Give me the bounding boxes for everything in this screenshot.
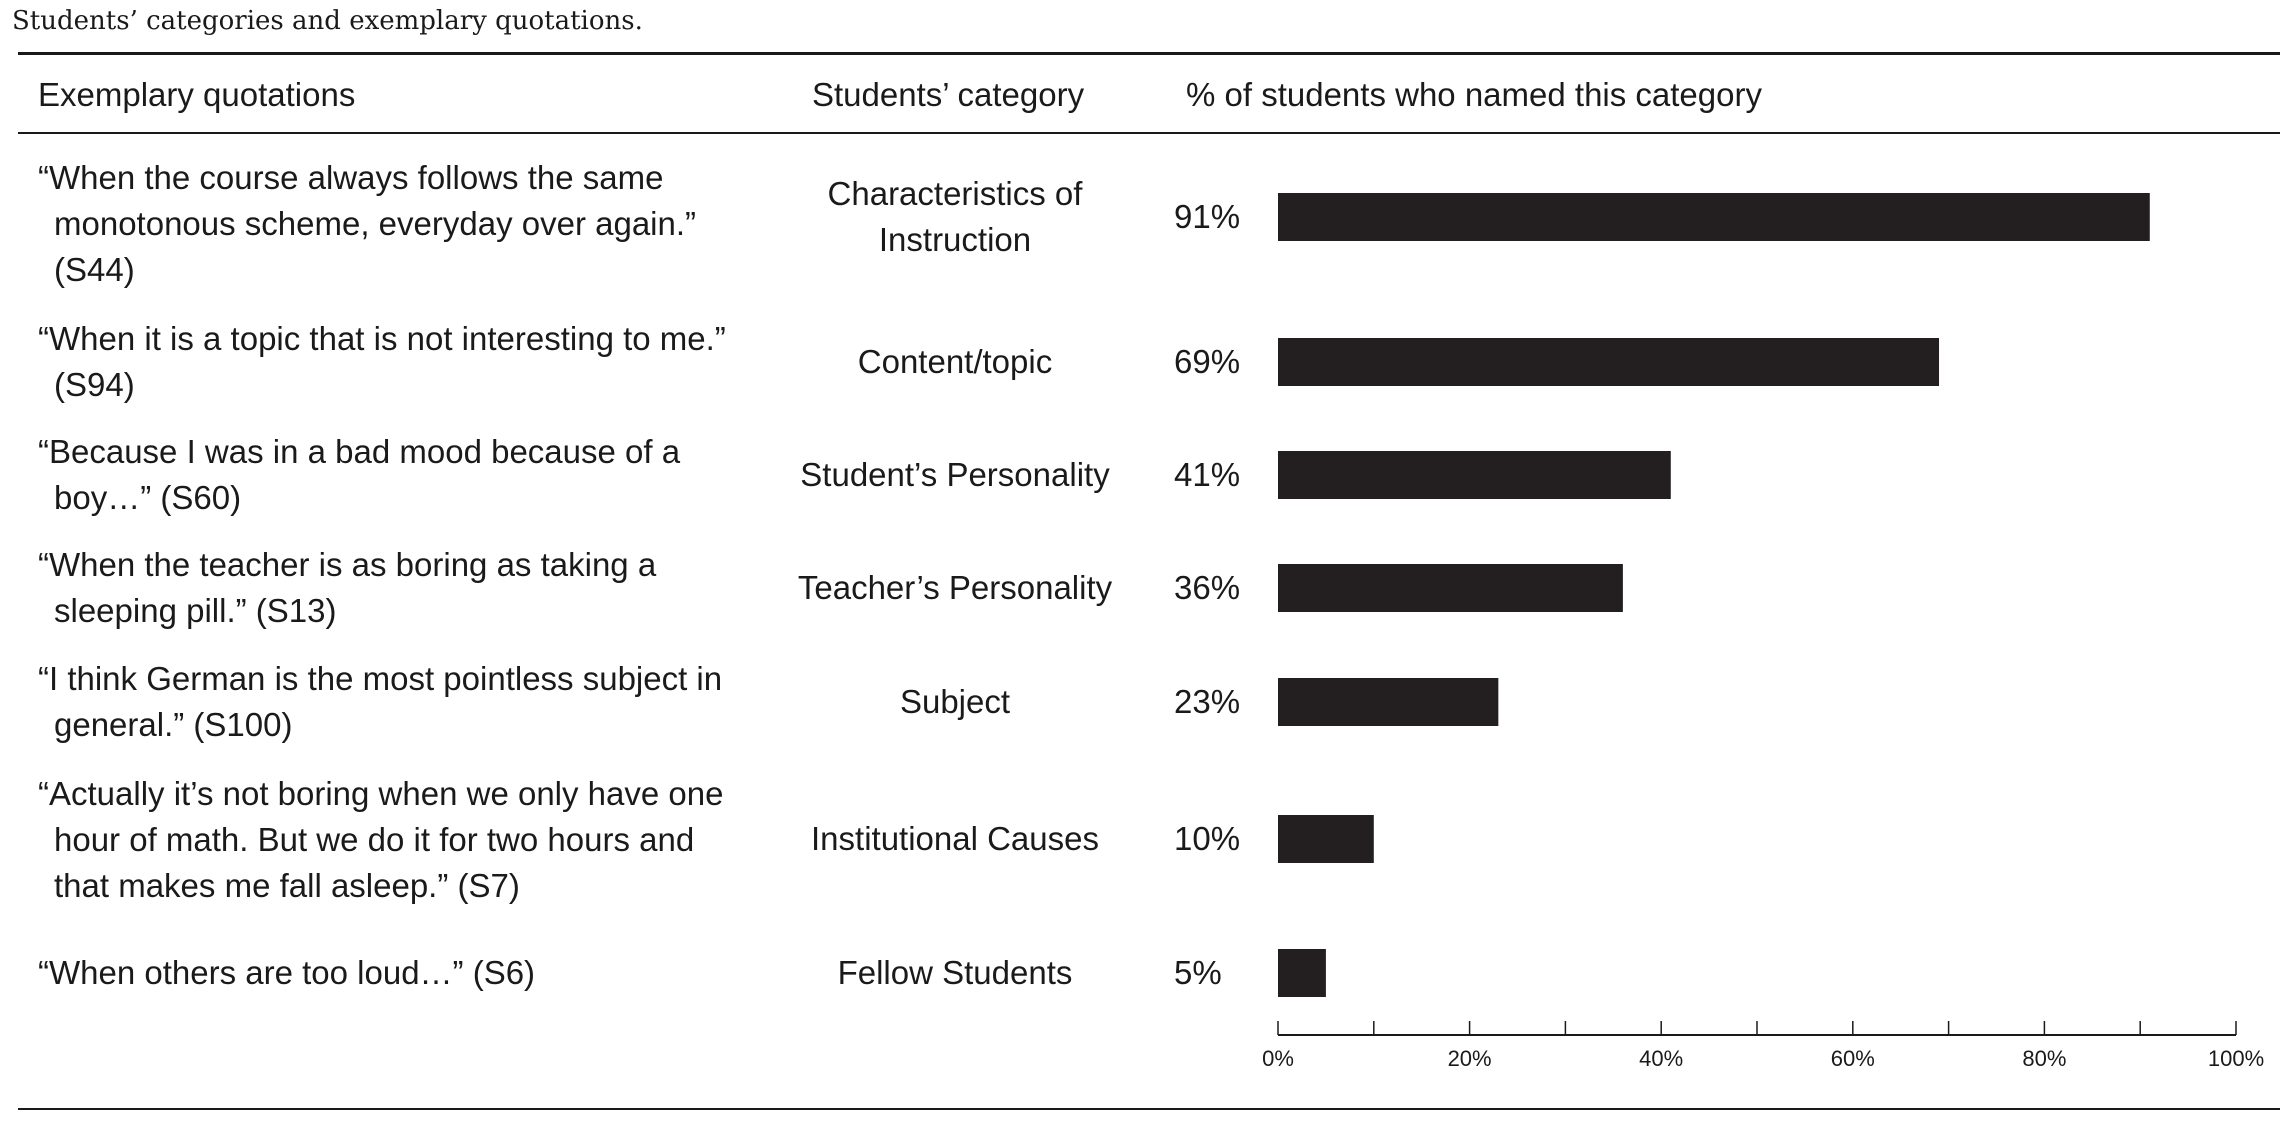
category-label: Teacher’s Personality xyxy=(797,569,1113,606)
bar xyxy=(1278,451,1671,499)
percent-label: 23% xyxy=(1174,683,1241,720)
quote-text: “I think German is the most pointless subject in general.” (S100) xyxy=(38,660,723,743)
x-tick-label: 80% xyxy=(2022,1046,2067,1071)
bar xyxy=(1278,678,1498,726)
quote-text: “When it is a topic that is not interesting to me.” (S94) xyxy=(38,320,726,403)
quote-text: “When the course always follows the same monotonous scheme, everyday over again.” (S44) xyxy=(38,159,697,288)
x-tick-label: 0% xyxy=(1262,1046,1294,1071)
x-tick-label: 20% xyxy=(1447,1046,1492,1071)
bar xyxy=(1278,193,2150,241)
bar xyxy=(1278,815,1374,863)
header-quotations: Exemplary quotations xyxy=(38,76,356,113)
quote-text: “When the teacher is as boring as taking a sleeping pill.” (S13) xyxy=(38,546,657,629)
category-label: Content/topic xyxy=(857,343,1053,380)
header-percent: % of students who named this category xyxy=(1186,76,1762,113)
category-label: Institutional Causes xyxy=(811,820,1099,857)
table-caption: Students’ categories and exemplary quotations. xyxy=(12,6,643,36)
quote-text: “Actually it’s not boring when we only have one hour of math. But we do it for two hours and that makes me fall asleep.” (S7) xyxy=(38,775,724,904)
percent-label: 69% xyxy=(1174,343,1241,380)
percent-label: 91% xyxy=(1174,198,1241,235)
bar xyxy=(1278,949,1326,997)
category-label: Fellow Students xyxy=(837,954,1073,991)
percent-label: 41% xyxy=(1174,456,1241,493)
percent-label: 10% xyxy=(1174,820,1241,857)
category-label: Student’s Personality xyxy=(800,456,1110,493)
bar xyxy=(1278,564,1623,612)
bar xyxy=(1278,338,1939,386)
bottom-rule xyxy=(18,1108,2280,1110)
category-label: Subject xyxy=(899,683,1011,720)
header-category: Students’ category xyxy=(812,76,1085,113)
percent-label: 36% xyxy=(1174,569,1241,606)
category-label: Characteristics of Instruction xyxy=(827,175,1083,258)
x-tick-label: 60% xyxy=(1830,1046,1875,1071)
quote-text: “Because I was in a bad mood because of a boy…” (S60) xyxy=(38,433,681,516)
x-tick-label: 40% xyxy=(1639,1046,1684,1071)
quote-text: “When others are too loud…” (S6) xyxy=(38,954,536,991)
x-tick-label: 100% xyxy=(2207,1046,2265,1071)
percent-label: 5% xyxy=(1174,954,1222,991)
